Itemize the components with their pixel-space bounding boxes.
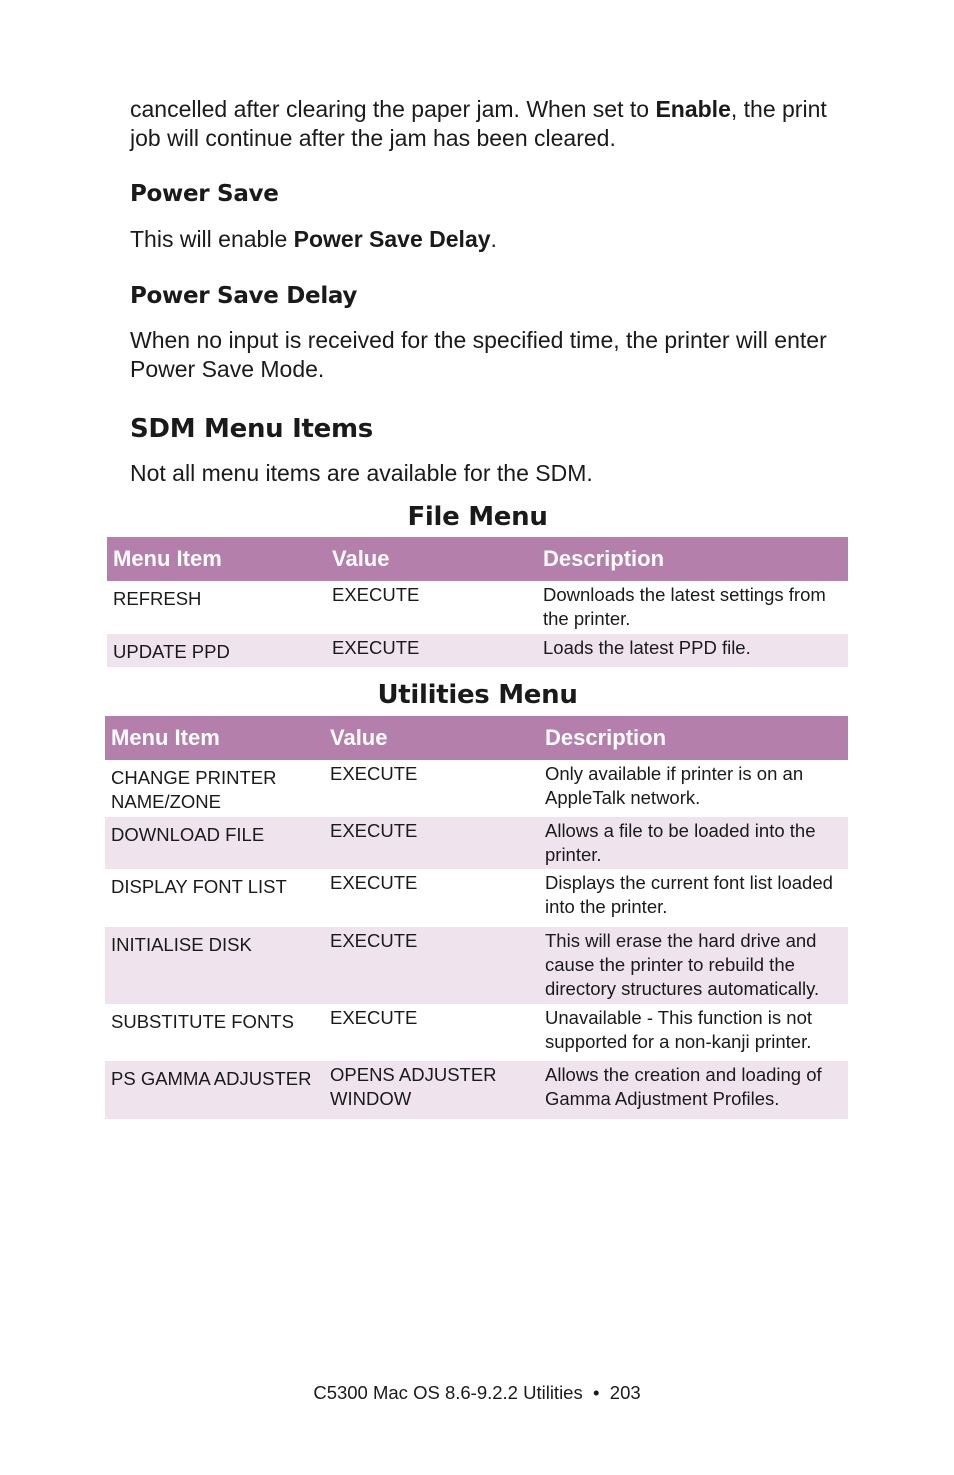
intro-paragraph	[130, 95, 860, 153]
menu-item-cell: CHANGE PRINTER NAME/ZONE	[111, 767, 277, 812]
table-row	[107, 581, 848, 634]
utilities-menu-table	[105, 716, 848, 1119]
value-cell: EXECUTE	[330, 763, 418, 784]
intro-text-after: , the print job will continue after the jam has been cleared.	[130, 96, 827, 151]
power-save-heading: Power Save	[130, 181, 279, 207]
power-save-text-after: .	[490, 226, 497, 252]
value-cell: EXECUTE	[326, 634, 537, 667]
column-header-description: Description	[537, 537, 848, 581]
value-cell: EXECUTE	[330, 1007, 418, 1028]
description-cell: This will erase the hard drive and cause the printer to rebuild the directory structures automatically.	[539, 927, 848, 1004]
intro-text-before: cancelled after clearing the paper jam. When set to	[130, 96, 656, 122]
menu-item-cell: PS GAMMA ADJUSTER	[105, 1061, 324, 1119]
value-cell: OPENS ADJUSTER WINDOW	[324, 1061, 539, 1119]
table-row	[105, 817, 848, 869]
column-header-description: Description	[539, 716, 848, 760]
intro-bold-term: Enable	[655, 96, 731, 122]
column-header-value: Value	[326, 537, 537, 581]
power-save-text-before: This will enable	[130, 226, 294, 252]
footer-separator: •	[593, 1382, 600, 1403]
file-menu-table	[107, 537, 848, 667]
value-cell: EXECUTE	[330, 872, 418, 893]
description-cell: Loads the latest PPD file.	[537, 634, 848, 667]
table-row	[105, 760, 848, 817]
page-footer	[0, 1382, 954, 1404]
column-header-menu-item: Menu Item	[107, 537, 326, 581]
menu-item-cell: DISPLAY FONT LIST	[111, 876, 287, 897]
sdm-heading: SDM Menu Items	[130, 414, 373, 444]
page-number: 203	[609, 1382, 641, 1403]
table-header-row	[107, 537, 848, 581]
value-cell: EXECUTE	[324, 927, 539, 1004]
sdm-paragraph: Not all menu items are available for the SDM.	[130, 460, 593, 486]
table-row	[107, 634, 848, 667]
description-cell: Displays the current font list loaded into the printer.	[545, 872, 833, 917]
description-cell: Only available if printer is on an AppleTalk network.	[545, 763, 804, 808]
power-save-paragraph	[130, 225, 860, 254]
menu-item-cell: INITIALISE DISK	[105, 927, 324, 1004]
column-header-menu-item: Menu Item	[105, 716, 324, 760]
value-cell: EXECUTE	[332, 584, 420, 605]
description-cell: Downloads the latest settings from the printer.	[543, 584, 826, 629]
menu-item-cell: UPDATE PPD	[107, 634, 326, 667]
power-save-delay-paragraph: When no input is received for the specified time, the printer will enter Power Save Mode.	[130, 327, 827, 382]
table-row	[105, 1061, 848, 1119]
table-row	[105, 869, 848, 927]
footer-title: C5300 Mac OS 8.6-9.2.2 Utilities	[313, 1382, 583, 1403]
description-cell: Unavailable - This function is not supported for a non-kanji printer.	[545, 1007, 813, 1052]
description-cell: Allows the creation and loading of Gamma Adjustment Profiles.	[539, 1061, 848, 1119]
column-header-value: Value	[324, 716, 539, 760]
table-header-row	[105, 716, 848, 760]
power-save-bold-term: Power Save Delay	[293, 226, 491, 252]
power-save-delay-heading: Power Save Delay	[130, 283, 358, 309]
file-menu-title: File Menu	[407, 502, 548, 532]
menu-item-cell: DOWNLOAD FILE	[105, 817, 324, 869]
menu-item-cell: REFRESH	[113, 588, 202, 609]
description-cell: Allows a file to be loaded into the printer.	[539, 817, 848, 869]
utilities-menu-title: Utilities Menu	[377, 680, 578, 710]
menu-item-cell: SUBSTITUTE FONTS	[111, 1011, 294, 1032]
value-cell: EXECUTE	[324, 817, 539, 869]
table-row	[105, 1004, 848, 1061]
table-row	[105, 927, 848, 1004]
